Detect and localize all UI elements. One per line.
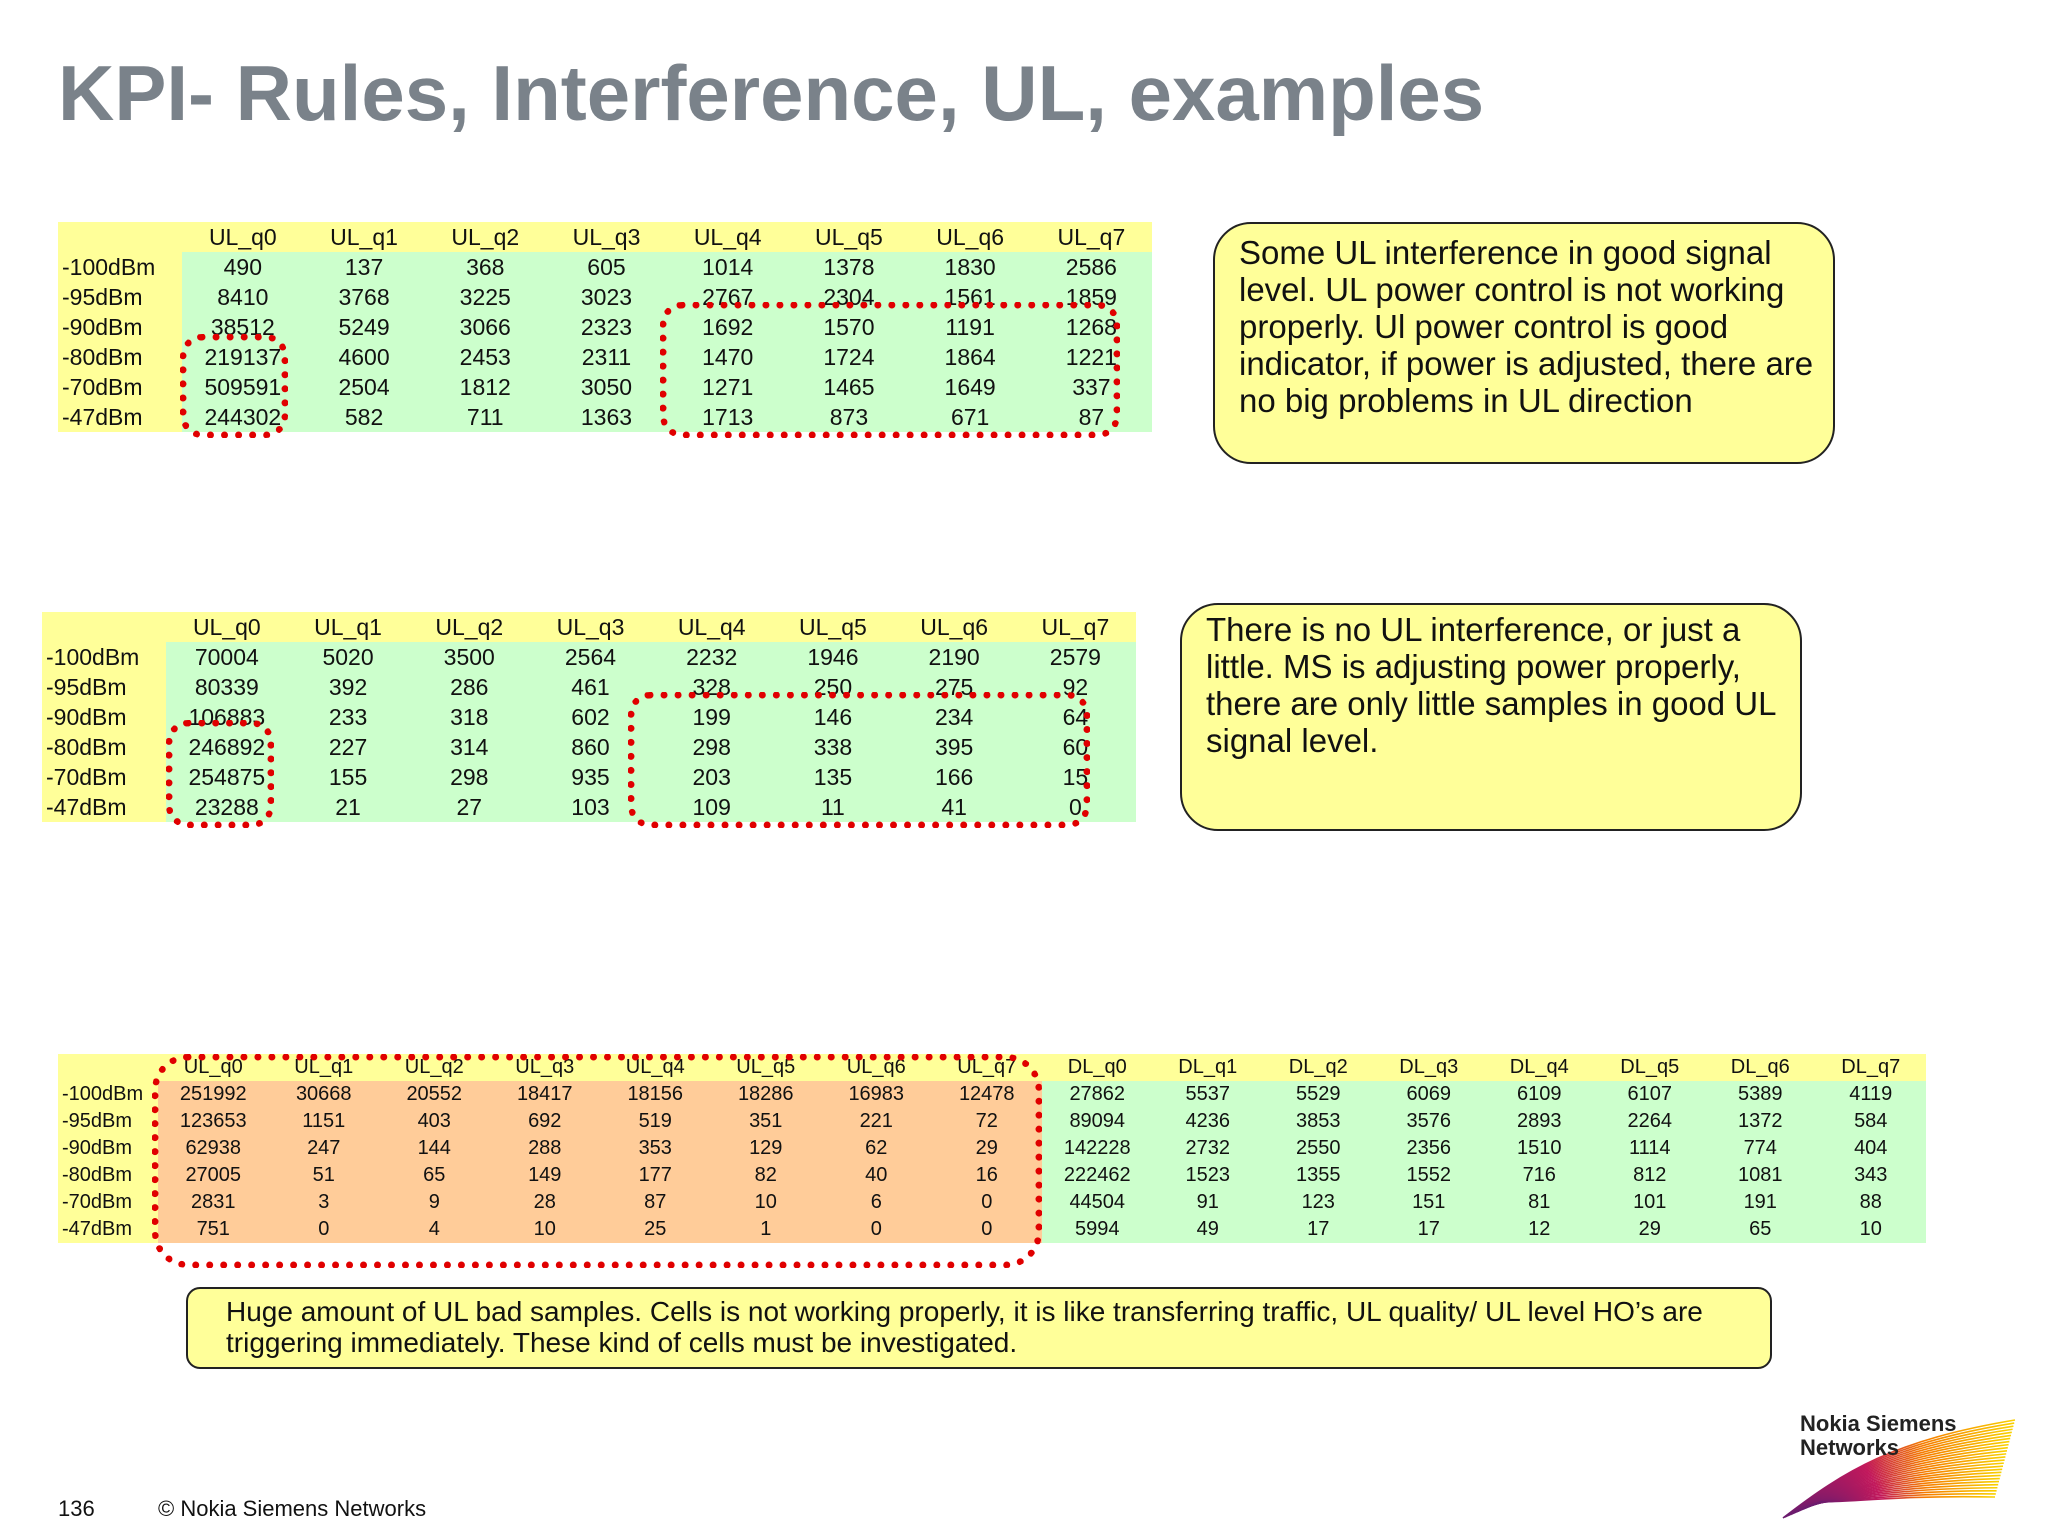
value-cell: 5994 <box>1042 1216 1153 1243</box>
value-cell: 404 <box>1816 1135 1927 1162</box>
value-cell: 28 <box>490 1189 601 1216</box>
row-label: -80dBm <box>42 732 166 762</box>
value-cell: 3050 <box>546 372 667 402</box>
value-cell: 1812 <box>425 372 546 402</box>
value-cell: 2356 <box>1374 1135 1485 1162</box>
value-cell: 711 <box>425 402 546 432</box>
table-row <box>58 312 1152 342</box>
table-row <box>58 1135 1926 1162</box>
value-cell: 199 <box>651 702 772 732</box>
value-cell: 1552 <box>1374 1162 1485 1189</box>
column-header: UL_q2 <box>409 612 530 642</box>
value-cell: 166 <box>894 762 1015 792</box>
value-cell: 250 <box>772 672 893 702</box>
value-cell: 774 <box>1705 1135 1816 1162</box>
table-row <box>58 402 1152 432</box>
callout-1-text: Some UL interference in good signal level. UL power control is not working properly. Ul power control is good indicator, if power is adjusted, there are no big problems in UL direction <box>1239 234 1814 419</box>
value-cell: 88 <box>1816 1189 1927 1216</box>
value-cell: 18286 <box>711 1081 822 1108</box>
value-cell: 10 <box>1816 1216 1927 1243</box>
value-cell: 106883 <box>166 702 287 732</box>
value-cell: 11 <box>772 792 893 822</box>
value-cell: 81 <box>1484 1189 1595 1216</box>
value-cell: 461 <box>530 672 651 702</box>
value-cell: 1859 <box>1031 282 1152 312</box>
row-label: -80dBm <box>58 1162 158 1189</box>
row-label: -95dBm <box>58 1108 158 1135</box>
value-cell: 4 <box>379 1216 490 1243</box>
value-cell: 151 <box>1374 1189 1485 1216</box>
table-row <box>42 762 1136 792</box>
value-cell: 395 <box>894 732 1015 762</box>
value-cell: 38512 <box>182 312 303 342</box>
row-label: -100dBm <box>42 642 166 672</box>
value-cell: 0 <box>932 1216 1043 1243</box>
value-cell: 3225 <box>425 282 546 312</box>
value-cell: 1221 <box>1031 342 1152 372</box>
value-cell: 1191 <box>910 312 1031 342</box>
value-cell: 4119 <box>1816 1081 1927 1108</box>
value-cell: 10 <box>490 1216 601 1243</box>
value-cell: 2732 <box>1153 1135 1264 1162</box>
value-cell: 0 <box>821 1216 932 1243</box>
value-cell: 17 <box>1374 1216 1485 1243</box>
value-cell: 5389 <box>1705 1081 1816 1108</box>
column-header: UL_q6 <box>894 612 1015 642</box>
table-row <box>58 282 1152 312</box>
value-cell: 1523 <box>1153 1162 1264 1189</box>
value-cell: 751 <box>158 1216 269 1243</box>
value-cell: 16983 <box>821 1081 932 1108</box>
column-header: UL_q1 <box>303 222 424 252</box>
value-cell: 23288 <box>166 792 287 822</box>
column-header: UL_q5 <box>711 1054 822 1081</box>
value-cell: 314 <box>409 732 530 762</box>
value-cell: 1561 <box>910 282 1031 312</box>
column-header: UL_q4 <box>667 222 788 252</box>
column-header: DL_q4 <box>1484 1054 1595 1081</box>
callout-3-text: Huge amount of UL bad samples. Cells is not working properly, it is like transferring traffic, UL quality/ UL level HO’s are triggering immediately. These kind of cells must be investigated. <box>226 1296 1703 1358</box>
column-header: UL_q0 <box>158 1054 269 1081</box>
row-label: -90dBm <box>58 1135 158 1162</box>
value-cell: 2190 <box>894 642 1015 672</box>
value-cell: 5020 <box>287 642 408 672</box>
row-label: -90dBm <box>42 702 166 732</box>
value-cell: 144 <box>379 1135 490 1162</box>
value-cell: 247 <box>269 1135 380 1162</box>
value-cell: 2893 <box>1484 1108 1595 1135</box>
column-header: UL_q0 <box>166 612 287 642</box>
value-cell: 30668 <box>269 1081 380 1108</box>
value-cell: 2767 <box>667 282 788 312</box>
value-cell: 72 <box>932 1108 1043 1135</box>
row-label: -70dBm <box>58 1189 158 1216</box>
callout-bad-samples <box>186 1287 1772 1369</box>
value-cell: 403 <box>379 1108 490 1135</box>
table-row <box>58 372 1152 402</box>
value-cell: 251992 <box>158 1081 269 1108</box>
value-cell: 671 <box>910 402 1031 432</box>
callout-interference-good-signal <box>1213 222 1835 464</box>
value-cell: 519 <box>600 1108 711 1135</box>
table-row <box>58 1081 1926 1108</box>
value-cell: 2323 <box>546 312 667 342</box>
column-header: DL_q2 <box>1263 1054 1374 1081</box>
value-cell: 149 <box>490 1162 601 1189</box>
corner-cell <box>42 612 166 642</box>
value-cell: 860 <box>530 732 651 762</box>
value-cell: 62938 <box>158 1135 269 1162</box>
value-cell: 3768 <box>303 282 424 312</box>
value-cell: 5249 <box>303 312 424 342</box>
column-header: UL_q3 <box>490 1054 601 1081</box>
value-cell: 20552 <box>379 1081 490 1108</box>
value-cell: 177 <box>600 1162 711 1189</box>
value-cell: 146 <box>772 702 893 732</box>
value-cell: 2453 <box>425 342 546 372</box>
value-cell: 4236 <box>1153 1108 1264 1135</box>
value-cell: 142228 <box>1042 1135 1153 1162</box>
value-cell: 3023 <box>546 282 667 312</box>
value-cell: 343 <box>1816 1162 1927 1189</box>
corner-cell <box>58 1054 158 1081</box>
column-header: UL_q1 <box>287 612 408 642</box>
value-cell: 1830 <box>910 252 1031 282</box>
table-row <box>58 1108 1926 1135</box>
value-cell: 298 <box>651 732 772 762</box>
value-cell: 103 <box>530 792 651 822</box>
page-number: 136 <box>58 1496 95 1521</box>
value-cell: 0 <box>932 1189 1043 1216</box>
row-label: -47dBm <box>58 402 182 432</box>
value-cell: 1724 <box>788 342 909 372</box>
value-cell: 91 <box>1153 1189 1264 1216</box>
value-cell: 18417 <box>490 1081 601 1108</box>
value-cell: 21 <box>287 792 408 822</box>
copyright: © Nokia Siemens Networks <box>158 1496 427 1521</box>
row-label: -95dBm <box>42 672 166 702</box>
value-cell: 353 <box>600 1135 711 1162</box>
corner-cell <box>58 222 182 252</box>
value-cell: 1465 <box>788 372 909 402</box>
ul-dl-quality-table <box>58 1054 1926 1243</box>
value-cell: 298 <box>409 762 530 792</box>
value-cell: 65 <box>1705 1216 1816 1243</box>
value-cell: 15 <box>1015 762 1136 792</box>
value-cell: 1946 <box>772 642 893 672</box>
ul-quality-table-2 <box>42 612 1136 822</box>
value-cell: 60 <box>1015 732 1136 762</box>
value-cell: 1378 <box>788 252 909 282</box>
value-cell: 1470 <box>667 342 788 372</box>
value-cell: 12 <box>1484 1216 1595 1243</box>
value-cell: 1713 <box>667 402 788 432</box>
value-cell: 5529 <box>1263 1081 1374 1108</box>
row-label: -95dBm <box>58 282 182 312</box>
value-cell: 27 <box>409 792 530 822</box>
value-cell: 2504 <box>303 372 424 402</box>
column-header: UL_q5 <box>788 222 909 252</box>
value-cell: 123 <box>1263 1189 1374 1216</box>
value-cell: 4600 <box>303 342 424 372</box>
value-cell: 1014 <box>667 252 788 282</box>
value-cell: 1081 <box>1705 1162 1816 1189</box>
column-header: DL_q1 <box>1153 1054 1264 1081</box>
callout-no-interference <box>1180 603 1802 831</box>
value-cell: 6069 <box>1374 1081 1485 1108</box>
value-cell: 337 <box>1031 372 1152 402</box>
value-cell: 227 <box>287 732 408 762</box>
column-header: DL_q7 <box>1816 1054 1927 1081</box>
column-header: UL_q6 <box>821 1054 932 1081</box>
value-cell: 6109 <box>1484 1081 1595 1108</box>
value-cell: 9 <box>379 1189 490 1216</box>
value-cell: 368 <box>425 252 546 282</box>
row-label: -70dBm <box>58 372 182 402</box>
row-label: -80dBm <box>58 342 182 372</box>
value-cell: 2311 <box>546 342 667 372</box>
value-cell: 1271 <box>667 372 788 402</box>
value-cell: 51 <box>269 1162 380 1189</box>
column-header: UL_q0 <box>182 222 303 252</box>
ul-quality-table-1 <box>58 222 1152 432</box>
value-cell: 1372 <box>1705 1108 1816 1135</box>
value-cell: 222462 <box>1042 1162 1153 1189</box>
value-cell: 87 <box>600 1189 711 1216</box>
value-cell: 1151 <box>269 1108 380 1135</box>
column-header: UL_q2 <box>425 222 546 252</box>
value-cell: 392 <box>287 672 408 702</box>
value-cell: 246892 <box>166 732 287 762</box>
value-cell: 1114 <box>1595 1135 1706 1162</box>
value-cell: 873 <box>788 402 909 432</box>
column-header: UL_q2 <box>379 1054 490 1081</box>
value-cell: 2550 <box>1263 1135 1374 1162</box>
column-header: UL_q4 <box>600 1054 711 1081</box>
value-cell: 0 <box>1015 792 1136 822</box>
value-cell: 6 <box>821 1189 932 1216</box>
nokia-siemens-logo-text <box>1800 1412 1957 1460</box>
value-cell: 6107 <box>1595 1081 1706 1108</box>
value-cell: 123653 <box>158 1108 269 1135</box>
value-cell: 41 <box>894 792 1015 822</box>
value-cell: 219137 <box>182 342 303 372</box>
value-cell: 10 <box>711 1189 822 1216</box>
logo-line-1: Nokia Siemens <box>1800 1411 1957 1436</box>
value-cell: 692 <box>490 1108 601 1135</box>
value-cell: 203 <box>651 762 772 792</box>
value-cell: 221 <box>821 1108 932 1135</box>
value-cell: 25 <box>600 1216 711 1243</box>
value-cell: 5537 <box>1153 1081 1264 1108</box>
value-cell: 935 <box>530 762 651 792</box>
column-header: UL_q7 <box>1015 612 1136 642</box>
table-row <box>58 1216 1926 1243</box>
value-cell: 16 <box>932 1162 1043 1189</box>
value-cell: 3500 <box>409 642 530 672</box>
value-cell: 65 <box>379 1162 490 1189</box>
logo-line-2: Networks <box>1800 1435 1900 1460</box>
value-cell: 27862 <box>1042 1081 1153 1108</box>
value-cell: 351 <box>711 1108 822 1135</box>
value-cell: 338 <box>772 732 893 762</box>
row-label: -47dBm <box>42 792 166 822</box>
value-cell: 191 <box>1705 1189 1816 1216</box>
value-cell: 101 <box>1595 1189 1706 1216</box>
value-cell: 275 <box>894 672 1015 702</box>
table-row <box>42 642 1136 672</box>
table-row <box>42 702 1136 732</box>
value-cell: 1355 <box>1263 1162 1374 1189</box>
value-cell: 1268 <box>1031 312 1152 342</box>
value-cell: 582 <box>303 402 424 432</box>
value-cell: 12478 <box>932 1081 1043 1108</box>
value-cell: 3853 <box>1263 1108 1374 1135</box>
value-cell: 0 <box>269 1216 380 1243</box>
value-cell: 3066 <box>425 312 546 342</box>
value-cell: 135 <box>772 762 893 792</box>
value-cell: 155 <box>287 762 408 792</box>
value-cell: 64 <box>1015 702 1136 732</box>
value-cell: 62 <box>821 1135 932 1162</box>
value-cell: 8410 <box>182 282 303 312</box>
value-cell: 1510 <box>1484 1135 1595 1162</box>
row-label: -100dBm <box>58 252 182 282</box>
column-header: DL_q5 <box>1595 1054 1706 1081</box>
value-cell: 89094 <box>1042 1108 1153 1135</box>
value-cell: 605 <box>546 252 667 282</box>
header-row <box>58 222 1152 252</box>
value-cell: 44504 <box>1042 1189 1153 1216</box>
value-cell: 87 <box>1031 402 1152 432</box>
value-cell: 29 <box>932 1135 1043 1162</box>
row-label: -70dBm <box>42 762 166 792</box>
value-cell: 2264 <box>1595 1108 1706 1135</box>
column-header: DL_q0 <box>1042 1054 1153 1081</box>
value-cell: 2831 <box>158 1189 269 1216</box>
row-label: -47dBm <box>58 1216 158 1243</box>
value-cell: 70004 <box>166 642 287 672</box>
column-header: UL_q6 <box>910 222 1031 252</box>
header-row <box>58 1054 1926 1081</box>
column-header: UL_q5 <box>772 612 893 642</box>
value-cell: 328 <box>651 672 772 702</box>
value-cell: 509591 <box>182 372 303 402</box>
column-header: DL_q3 <box>1374 1054 1485 1081</box>
column-header: UL_q7 <box>1031 222 1152 252</box>
value-cell: 2304 <box>788 282 909 312</box>
value-cell: 80339 <box>166 672 287 702</box>
value-cell: 129 <box>711 1135 822 1162</box>
value-cell: 29 <box>1595 1216 1706 1243</box>
column-header: UL_q4 <box>651 612 772 642</box>
value-cell: 234 <box>894 702 1015 732</box>
table-row <box>42 792 1136 822</box>
value-cell: 17 <box>1263 1216 1374 1243</box>
value-cell: 812 <box>1595 1162 1706 1189</box>
value-cell: 3 <box>269 1189 380 1216</box>
value-cell: 2586 <box>1031 252 1152 282</box>
column-header: UL_q7 <box>932 1054 1043 1081</box>
value-cell: 244302 <box>182 402 303 432</box>
row-label: -100dBm <box>58 1081 158 1108</box>
row-label: -90dBm <box>58 312 182 342</box>
value-cell: 490 <box>182 252 303 282</box>
value-cell: 1864 <box>910 342 1031 372</box>
callout-2-text: There is no UL interference, or just a little. MS is adjusting power properly, there are only little samples in good UL signal level. <box>1206 611 1776 759</box>
value-cell: 286 <box>409 672 530 702</box>
value-cell: 109 <box>651 792 772 822</box>
value-cell: 2232 <box>651 642 772 672</box>
slide-title: KPI- Rules, Interference, UL, examples <box>58 49 1485 137</box>
table-row <box>58 1189 1926 1216</box>
value-cell: 602 <box>530 702 651 732</box>
value-cell: 3576 <box>1374 1108 1485 1135</box>
value-cell: 288 <box>490 1135 601 1162</box>
value-cell: 82 <box>711 1162 822 1189</box>
value-cell: 584 <box>1816 1108 1927 1135</box>
column-header: UL_q3 <box>546 222 667 252</box>
value-cell: 2564 <box>530 642 651 672</box>
value-cell: 1363 <box>546 402 667 432</box>
table-row <box>42 672 1136 702</box>
value-cell: 1 <box>711 1216 822 1243</box>
table-row <box>42 732 1136 762</box>
value-cell: 1649 <box>910 372 1031 402</box>
value-cell: 1692 <box>667 312 788 342</box>
value-cell: 318 <box>409 702 530 732</box>
value-cell: 716 <box>1484 1162 1595 1189</box>
value-cell: 233 <box>287 702 408 732</box>
column-header: UL_q3 <box>530 612 651 642</box>
value-cell: 18156 <box>600 1081 711 1108</box>
table-row <box>58 342 1152 372</box>
value-cell: 49 <box>1153 1216 1264 1243</box>
value-cell: 137 <box>303 252 424 282</box>
value-cell: 1570 <box>788 312 909 342</box>
column-header: UL_q1 <box>269 1054 380 1081</box>
value-cell: 27005 <box>158 1162 269 1189</box>
value-cell: 92 <box>1015 672 1136 702</box>
column-header: DL_q6 <box>1705 1054 1816 1081</box>
value-cell: 254875 <box>166 762 287 792</box>
value-cell: 40 <box>821 1162 932 1189</box>
table-row <box>58 252 1152 282</box>
value-cell: 2579 <box>1015 642 1136 672</box>
header-row <box>42 612 1136 642</box>
table-row <box>58 1162 1926 1189</box>
